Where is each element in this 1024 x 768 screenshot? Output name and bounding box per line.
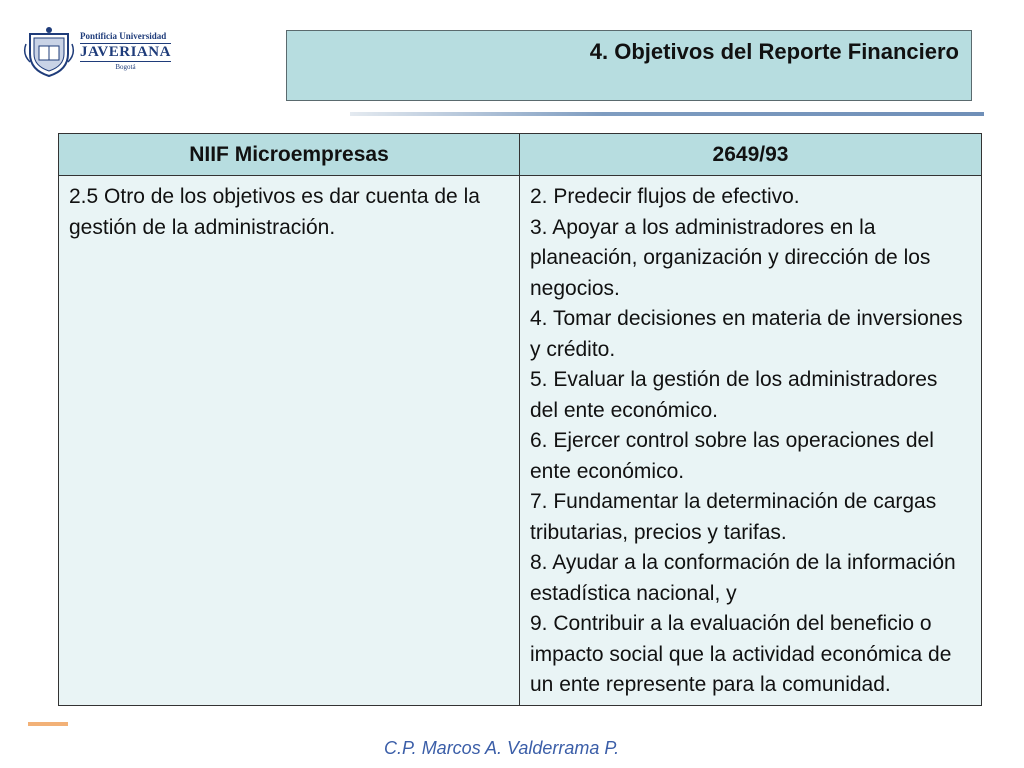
list-item: 9. Contribuir a la evaluación del beneficio o impacto social que la actividad económica de un ente represente para la comunidad. [530,612,952,696]
list-item: 6. Ejercer control sobre las operaciones del ente económico. [530,429,934,483]
logo-line-1: Pontificia Universidad [80,30,167,41]
niif-cell: 2.5 Otro de los objetivos es dar cuenta de la gestión de la administración. [59,176,520,706]
decree-cell [520,176,982,706]
logo-wordmark [80,32,171,71]
crest-icon [22,24,76,78]
university-logo [22,24,182,78]
list-item: 3. Apoyar a los administradores en la planeación, organización y dirección de los negocios. [530,215,931,300]
table-row [59,176,982,706]
accent-line [28,722,68,726]
list-item: 8. Ayudar a la conformación de la información estadística nacional, y [530,551,956,605]
list-item: 2. Predecir flujos de efectivo. [530,185,800,208]
list-item: 7. Fundamentar la determinación de cargas tributarias, precios y tarifas. [530,490,937,544]
table-header-row [59,134,982,176]
logo-line-2: JAVERIANA [80,43,171,60]
header-niif: NIIF Microempresas [59,134,520,176]
logo-line-3: Bogotá [115,62,136,71]
header-2649: 2649/93 [520,134,982,176]
list-item: 4. Tomar decisiones en materia de inversiones y crédito. [530,307,963,361]
list-item: 5. Evaluar la gestión de los administradores del ente económico. [530,368,938,422]
title-banner [286,30,972,101]
slide-title: 4. Objetivos del Reporte Financiero [589,39,959,64]
divider-line [350,112,984,116]
footer-author: C.P. Marcos A. Valderrama P. [384,738,620,758]
comparison-table [58,133,982,706]
